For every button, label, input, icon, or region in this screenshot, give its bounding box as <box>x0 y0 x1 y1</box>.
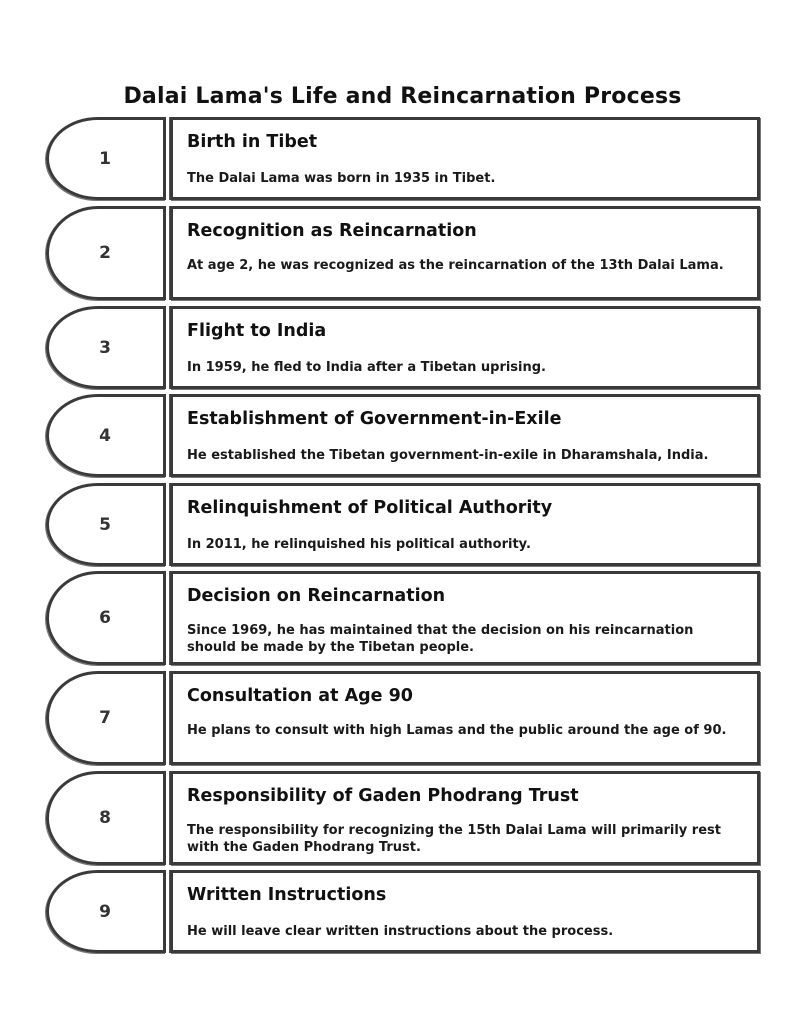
step-heading: Relinquishment of Political Authority <box>187 498 553 518</box>
step-number: 6 <box>99 608 111 628</box>
step-description: He established the Tibetan government-in-exile in Dharamshala, India. <box>187 448 709 463</box>
step-heading: Recognition as Reincarnation <box>187 221 477 241</box>
step-heading: Flight to India <box>187 321 327 341</box>
step-description: He plans to consult with high Lamas and the public around the age of 90. <box>187 723 727 738</box>
step-content-box <box>170 571 760 665</box>
step-description: He will leave clear written instructions about the process. <box>187 924 614 939</box>
step-content-box <box>170 483 760 566</box>
step-number: 5 <box>99 514 111 535</box>
step-1 <box>46 117 760 200</box>
step-number: 9 <box>99 901 111 922</box>
step-number: 8 <box>99 808 111 828</box>
step-number: 2 <box>99 243 111 263</box>
step-4 <box>46 394 760 477</box>
step-2 <box>46 206 760 300</box>
step-number: 1 <box>99 148 111 169</box>
step-description: In 2011, he relinquished his political authority. <box>187 537 531 552</box>
step-content-box <box>170 306 760 389</box>
step-heading: Decision on Reincarnation <box>187 586 446 606</box>
step-number: 7 <box>99 708 111 728</box>
step-content-box <box>170 870 760 953</box>
step-heading: Consultation at Age 90 <box>187 686 413 706</box>
step-description: At age 2, he was recognized as the reincarnation of the 13th Dalai Lama. <box>187 258 724 273</box>
step-content-box <box>170 771 760 865</box>
step-heading: Responsibility of Gaden Phodrang Trust <box>187 786 579 806</box>
step-content-box <box>170 671 760 765</box>
step-8 <box>46 771 760 865</box>
step-7 <box>46 671 760 765</box>
step-3 <box>46 306 760 389</box>
step-heading: Written Instructions <box>187 885 387 905</box>
step-content-box <box>170 206 760 300</box>
step-9 <box>46 870 760 953</box>
step-description: The Dalai Lama was born in 1935 in Tibet. <box>187 171 496 186</box>
step-number: 3 <box>99 337 111 358</box>
step-5 <box>46 483 760 566</box>
step-content-box <box>170 394 760 477</box>
step-heading: Establishment of Government-in-Exile <box>187 409 562 429</box>
step-description: The responsibility for recognizing the 15th Dalai Lama will primarily rest with the Gaden Phodrang Trust. <box>187 823 721 855</box>
step-6 <box>46 571 760 665</box>
step-number: 4 <box>99 425 111 446</box>
step-heading: Birth in Tibet <box>187 132 318 152</box>
step-description: In 1959, he fled to India after a Tibetan uprising. <box>187 360 546 375</box>
diagram-title: Dalai Lama's Life and Reincarnation Process <box>123 84 682 109</box>
step-description: Since 1969, he has maintained that the decision on his reincarnation should be made by the Tibetan people. <box>187 623 694 655</box>
step-content-box <box>170 117 760 200</box>
